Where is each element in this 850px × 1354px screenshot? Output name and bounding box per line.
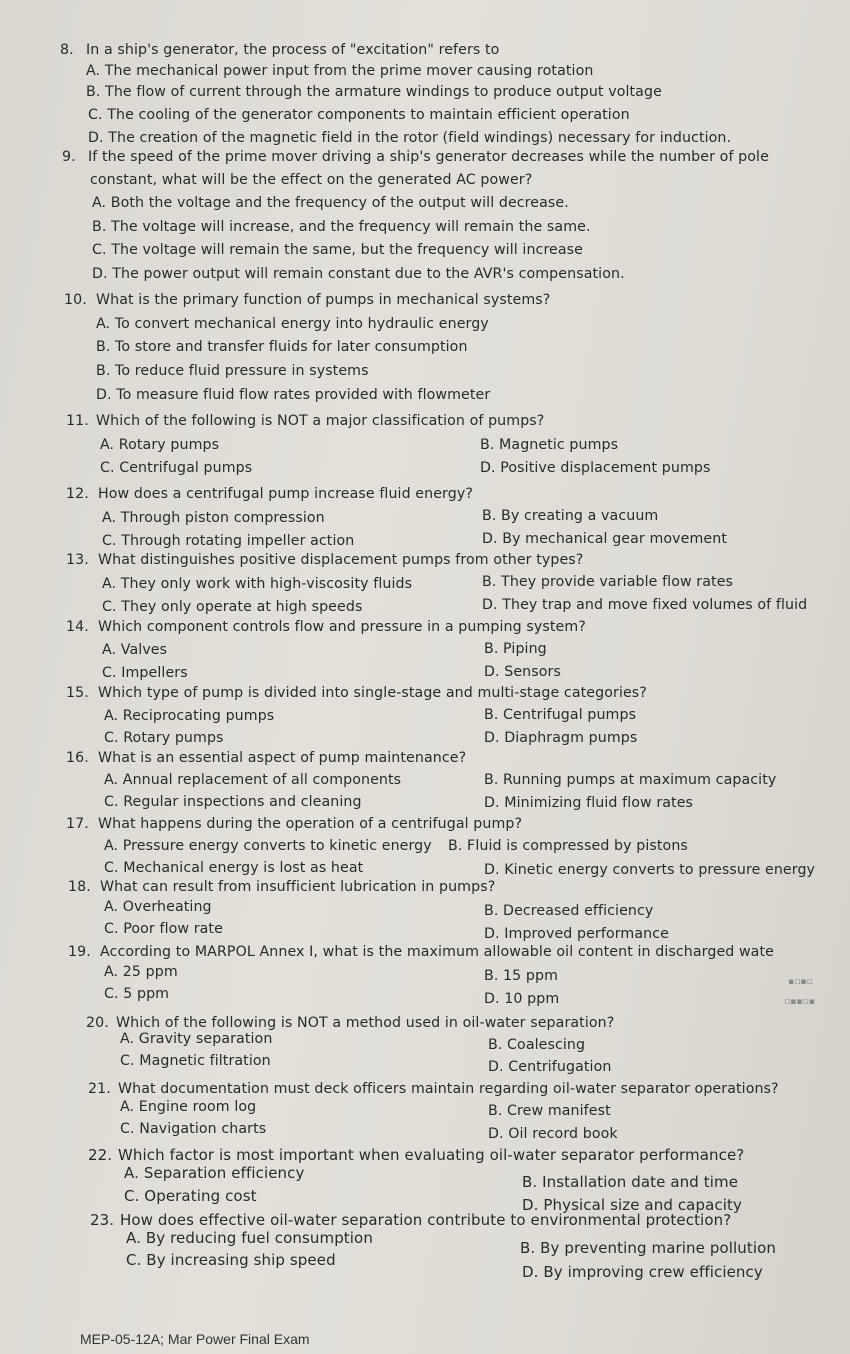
option-c: C. Navigation charts — [120, 1121, 267, 1137]
option-a: A. Engine room log — [120, 1099, 257, 1115]
option-c: C. By increasing ship speed — [126, 1251, 336, 1269]
question-number: 22. — [88, 1146, 113, 1164]
option-c: C. Mechanical energy is lost as heat — [104, 860, 364, 876]
question-number: 16. — [66, 750, 89, 766]
option-a: A. To convert mechanical energy into hydraulic energy — [96, 316, 489, 332]
option-c: C. Impellers — [102, 665, 188, 681]
option-d: D. By mechanical gear movement — [482, 531, 727, 547]
option-a: A. 25 ppm — [104, 964, 178, 980]
option-d: D. The creation of the magnetic field in the rotor (field windings) necessary for induction. — [88, 130, 732, 146]
option-b: B. The voltage will increase, and the frequency will remain the same. — [92, 219, 591, 235]
question-text: Which type of pump is divided into single-stage and multi-stage categories? — [98, 685, 647, 701]
option-b: B. Coalescing — [488, 1037, 586, 1053]
question-number: 20. — [86, 1015, 109, 1031]
option-a: A. By reducing fuel consumption — [126, 1229, 373, 1247]
option-d: D. They trap and move fixed volumes of fluid — [482, 597, 808, 613]
stamp-mark: ▫▪▪▫▪ — [784, 997, 815, 1007]
option-a: A. Overheating — [104, 899, 212, 915]
option-a: A. They only work with high-viscosity fluids — [102, 576, 413, 592]
question-text: How does a centrifugal pump increase fluid energy? — [98, 486, 473, 502]
question-text-line2: constant, what will be the effect on the generated AC power? — [90, 172, 533, 188]
option-d: D. 10 ppm — [484, 991, 560, 1007]
option-d: D. Sensors — [484, 664, 561, 680]
option-c: C. Poor flow rate — [104, 921, 223, 937]
option-b: B. Fluid is compressed by pistons — [448, 838, 688, 854]
question-text: What can result from insufficient lubrication in pumps? — [100, 879, 496, 895]
question-number: 13. — [66, 552, 89, 568]
question-text: If the speed of the prime mover driving a ship's generator decreases while the number of pole — [88, 149, 769, 165]
question-number: 18. — [68, 879, 91, 895]
option-c: C. The voltage will remain the same, but the frequency will increase — [92, 242, 584, 258]
option-c: C. Rotary pumps — [104, 730, 224, 746]
option-c: C. Regular inspections and cleaning — [104, 794, 362, 810]
question-text: What documentation must deck officers maintain regarding oil-water separator operations? — [118, 1081, 779, 1097]
question-text: In a ship's generator, the process of "excitation" refers to — [86, 42, 500, 58]
option-d: D. Physical size and capacity — [522, 1196, 742, 1214]
question-text: Which of the following is NOT a major classification of pumps? — [96, 413, 545, 429]
option-a: A. Valves — [102, 642, 168, 658]
option-d: D. Improved performance — [484, 926, 669, 942]
question-text: Which of the following is NOT a method used in oil-water separation? — [116, 1015, 615, 1031]
option-d: D. To measure fluid flow rates provided with flowmeter — [96, 387, 491, 403]
question-number: 11. — [66, 413, 89, 429]
option-d: D. Oil record book — [488, 1126, 618, 1142]
option-b: B. By preventing marine pollution — [520, 1239, 777, 1257]
question-text: According to MARPOL Annex I, what is the maximum allowable oil content in discharged wate — [100, 944, 774, 960]
question-number: 14. — [66, 619, 89, 635]
footer-course-code: MEP-05-12A; Mar Power Final Exam — [80, 1331, 310, 1347]
option-c: C. The cooling of the generator components to maintain efficient operation — [88, 107, 630, 123]
option-b: B. Installation date and time — [522, 1173, 739, 1191]
option-d: D. Minimizing fluid flow rates — [484, 795, 694, 811]
question-number: 19. — [68, 944, 91, 960]
option-d: D. The power output will remain constant due to the AVR's compensation. — [92, 266, 625, 282]
option-d: D. Positive displacement pumps — [480, 460, 711, 476]
option-d: D. Centrifugation — [488, 1059, 612, 1075]
question-text: What is the primary function of pumps in mechanical systems? — [96, 292, 551, 308]
option-b: B. They provide variable flow rates — [482, 574, 734, 590]
question-number: 8. — [60, 42, 74, 58]
option-b: B. Crew manifest — [488, 1103, 611, 1119]
option-b: B. Magnetic pumps — [480, 437, 619, 453]
question-text: Which component controls flow and pressure in a pumping system? — [98, 619, 586, 635]
option-c: C. They only operate at high speeds — [102, 599, 363, 615]
option-a: A. Gravity separation — [120, 1031, 273, 1047]
question-text: What is an essential aspect of pump maintenance? — [98, 750, 467, 766]
option-b: B. Piping — [484, 641, 547, 657]
option-b: B. Centrifugal pumps — [484, 707, 637, 723]
question-number: 12. — [66, 486, 89, 502]
option-c: C. Through rotating impeller action — [102, 533, 355, 549]
option-b: B. The flow of current through the armature windings to produce output voltage — [86, 84, 662, 100]
stamp-mark: ▪▫▪▫ — [788, 977, 813, 987]
option-c: C. 5 ppm — [104, 986, 170, 1002]
option-b: B. 15 ppm — [484, 968, 559, 984]
option-a: A. Reciprocating pumps — [104, 708, 275, 724]
option-a: A. Pressure energy converts to kinetic energy — [104, 838, 432, 854]
question-number: 17. — [66, 816, 89, 832]
question-text: How does effective oil-water separation contribute to environmental protection? — [120, 1211, 732, 1229]
option-a: A. Annual replacement of all components — [104, 772, 402, 788]
option-c: C. Magnetic filtration — [120, 1053, 271, 1069]
option-b: B. Decreased efficiency — [484, 903, 654, 919]
question-number: 10. — [64, 292, 87, 308]
option-d: D. By improving crew efficiency — [522, 1263, 763, 1281]
option-d: D. Diaphragm pumps — [484, 730, 638, 746]
option-a: A. Through piston compression — [102, 510, 325, 526]
option-a: A. Both the voltage and the frequency of the output will decrease. — [92, 195, 569, 211]
option-d: D. Kinetic energy converts to pressure energy — [484, 862, 816, 878]
option-a: A. The mechanical power input from the prime mover causing rotation — [86, 63, 594, 79]
option-b: B. Running pumps at maximum capacity — [484, 772, 777, 788]
option-a: A. Separation efficiency — [124, 1164, 305, 1182]
question-number: 23. — [90, 1211, 115, 1229]
option-c: C. Centrifugal pumps — [100, 460, 253, 476]
question-number: 21. — [88, 1081, 111, 1097]
option-b: B. To store and transfer fluids for later consumption — [96, 339, 468, 355]
question-number: 15. — [66, 685, 89, 701]
question-text: What happens during the operation of a centrifugal pump? — [98, 816, 523, 832]
question-number: 9. — [62, 149, 76, 165]
option-b-2: B. To reduce fluid pressure in systems — [96, 363, 369, 379]
question-text: Which factor is most important when evaluating oil-water separator performance? — [118, 1146, 745, 1164]
option-c: C. Operating cost — [124, 1187, 257, 1205]
question-text: What distinguishes positive displacement pumps from other types? — [98, 552, 584, 568]
option-b: B. By creating a vacuum — [482, 508, 659, 524]
option-a: A. Rotary pumps — [100, 437, 220, 453]
